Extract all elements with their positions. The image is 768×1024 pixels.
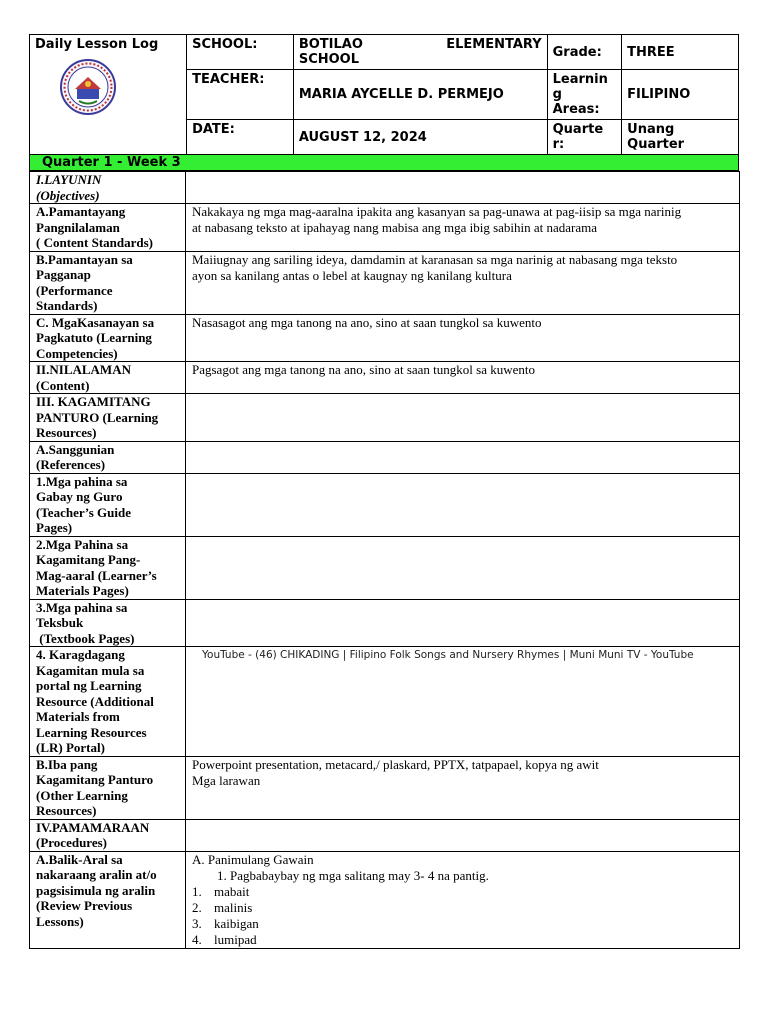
content-label [30,362,186,394]
teachers-guide-label [30,473,186,536]
quarter-week-bar: Quarter 1 - Week 3 [29,155,739,171]
learners-materials-row [30,536,740,599]
quarter-value-line: Unang [627,122,675,137]
other-resources-value [186,756,740,819]
content-standards-label [30,204,186,252]
label-line: B.Iba pang [36,756,98,772]
review-value [186,851,740,948]
item-word: lumipad [214,931,257,947]
label-line: (References) [36,457,106,472]
other-resources-label [30,756,186,819]
list-item [192,932,733,948]
competencies-label [30,314,186,362]
label-line: portal ng Learning [36,678,142,693]
content-standards-value [186,204,740,252]
additional-materials-value [186,647,740,757]
textbook-value [186,599,740,647]
item-number: 2. [192,899,202,915]
label-line: Resource (Additional [36,693,154,709]
header-table [29,34,739,155]
label-line: I.LAYUNIN [36,172,102,187]
teacher-value: MARIA AYCELLE D. PERMEJO [293,70,547,120]
value-line: at nabasang teksto at ipahayag nang mabisa ang mga ibig sabihin at nadarama [192,220,598,235]
label-line: Kagamitang Pang- [36,552,141,567]
label-line: (Other Learning [36,787,128,803]
label-line: (Content) [36,377,90,393]
learning-resources-row [30,394,740,442]
other-resources-row [30,756,740,819]
label-line: Pagganap [36,267,91,282]
item-word: kaibigan [214,915,259,931]
review-label [30,851,186,948]
label-line: 2.Mga Pahina sa [36,536,129,552]
objectives-label [30,172,186,204]
references-row [30,441,740,473]
label-line: III. KAGAMITANG [36,394,151,409]
label-line: Resources) [36,425,97,440]
label-line: ( Content Standards) [36,235,154,250]
learning-area-label [547,70,622,120]
value-line: ayon sa kanilang antas o lebel at kaugnay ng kanilang kultura [192,267,512,283]
teachers-guide-row [30,473,740,536]
school-name-part: ELEMENTARY [446,37,542,52]
item-word: malinis [214,899,253,915]
label-line: Kagamitan mula sa [36,662,145,678]
label-line: 3.Mga pahina sa [36,599,128,615]
label-line: A.Sanggunian [36,441,115,457]
quarter-label-line: Quarte [552,122,604,137]
performance-standards-value [186,251,740,314]
area-label-line: Areas: [552,102,600,117]
label-line: Gabay ng Guro [36,489,123,504]
references-label [30,441,186,473]
teachers-guide-value [186,473,740,536]
label-line: II.NILALAMAN [36,362,131,377]
value-line: Mga larawan [192,772,261,788]
label-line: IV.PAMAMARAAN [36,819,150,835]
learning-area-value: FILIPINO [622,70,739,120]
label-line: nakaraang aralin at/o [36,867,157,882]
label-line: pagsisimula ng aralin [36,882,156,898]
label-line: (LR) Portal) [36,740,105,755]
list-item [192,916,733,932]
lesson-body-table [29,171,740,949]
value-line: Nakakaya ng mga mag-aaralna ipakita ang kasanyan sa pag-unawa at pag-iisip sa mga narinig [192,204,682,219]
textbook-row [30,599,740,647]
deped-seal-logo [59,58,117,116]
label-line: Pages) [36,520,73,535]
textbook-label [30,599,186,647]
quarter-label [547,120,622,155]
date-value: AUGUST 12, 2024 [293,120,547,155]
label-line: (Textbook Pages) [36,630,135,646]
label-line: (Teacher’s Guide [36,504,131,520]
area-label-line: g [552,87,562,102]
label-line: Pangnilalaman [36,219,120,235]
label-line: (Objectives) [36,187,100,203]
objectives-value [186,172,740,204]
label-line: (Procedures) [36,835,107,850]
title-cell [30,35,187,155]
teacher-label: TEACHER: [187,70,294,120]
label-line: Competencies) [36,345,118,361]
learners-materials-label [30,536,186,599]
procedures-row [30,819,740,851]
grade-value: THREE [622,35,739,70]
label-line: 1.Mga pahina sa [36,473,128,489]
quarter-label-line: r: [552,137,565,152]
performance-standards-label [30,251,186,314]
item-number: 1. [192,883,202,899]
grade-label: Grade: [547,35,622,70]
date-label: DATE: [187,120,294,155]
label-line: A.Pamantayang [36,204,126,219]
label-line: B.Pamantayan sa [36,251,133,267]
value-line: Powerpoint presentation, metacard,/ plaskard, PPTX, tatpapael, kopya ng awit [192,756,599,772]
word-list [192,884,733,948]
label-line: Learning Resources [36,724,147,740]
learners-materials-value [186,536,740,599]
performance-standards-row [30,251,740,314]
label-line: Materials from [36,709,120,724]
item-number: 4. [192,931,202,947]
label-line: Materials Pages) [36,583,129,598]
review-step: 1. Pagbabaybay ng mga salitang may 3- 4 na pantig. [217,867,489,883]
label-line: Mag-aaral (Learner’s [36,567,157,583]
item-word: mabait [214,883,250,899]
competencies-value: Nasasagot ang mga tanong na ano, sino at saan tungkol sa kuwento [186,314,740,362]
item-number: 3. [192,915,202,931]
label-line: Resources) [36,803,97,818]
label-line: Lessons) [36,913,84,929]
quarter-value [622,120,739,155]
additional-materials-label [30,647,186,757]
procedures-label [30,819,186,851]
school-name-part: SCHOOL [298,52,360,67]
label-line: Kagamitang Panturo [36,772,154,787]
youtube-link[interactable]: YouTube - (46) CHIKADING | Filipino Folk Songs and Nursery Rhymes | Muni Muni TV - YouTube [202,649,694,661]
procedures-value [186,819,740,851]
additional-materials-row [30,647,740,757]
label-line: PANTURO (Learning [36,409,159,425]
label-line: 4. Karagdagang [36,647,125,662]
lesson-log-page [29,34,739,949]
content-row [30,362,740,394]
label-line: Teksbuk [36,615,84,630]
area-label-line: Learnin [552,72,608,87]
quarter-value-line: Quarter [627,137,685,152]
competencies-row [30,314,740,362]
list-item [192,900,733,916]
review-row [30,851,740,948]
school-value [293,35,547,70]
value-line: Maiiugnay ang sariling ideya, damdamin at karanasan sa mga narinig at nabasang mga teksto [192,251,678,267]
school-label: SCHOOL: [187,35,294,70]
learning-resources-value [186,394,740,442]
list-item [192,884,733,900]
label-line: Pagkatuto (Learning [36,330,152,345]
learning-resources-label [30,394,186,442]
document-title: Daily Lesson Log [35,37,159,52]
label-line: (Review Previous [36,898,133,913]
label-line: (Performance [36,282,113,298]
objectives-row [30,172,740,204]
content-value: Pagsagot ang mga tanong na ano, sino at saan tungkol sa kuwento [186,362,740,394]
label-line: A.Balik-Aral sa [36,851,123,867]
content-standards-row [30,204,740,252]
review-heading: A. Panimulang Gawain [192,851,314,867]
label-line: Standards) [36,298,98,313]
label-line: C. MgaKasanayan sa [36,314,155,330]
references-value [186,441,740,473]
school-name-part: BOTILAO [298,37,363,52]
